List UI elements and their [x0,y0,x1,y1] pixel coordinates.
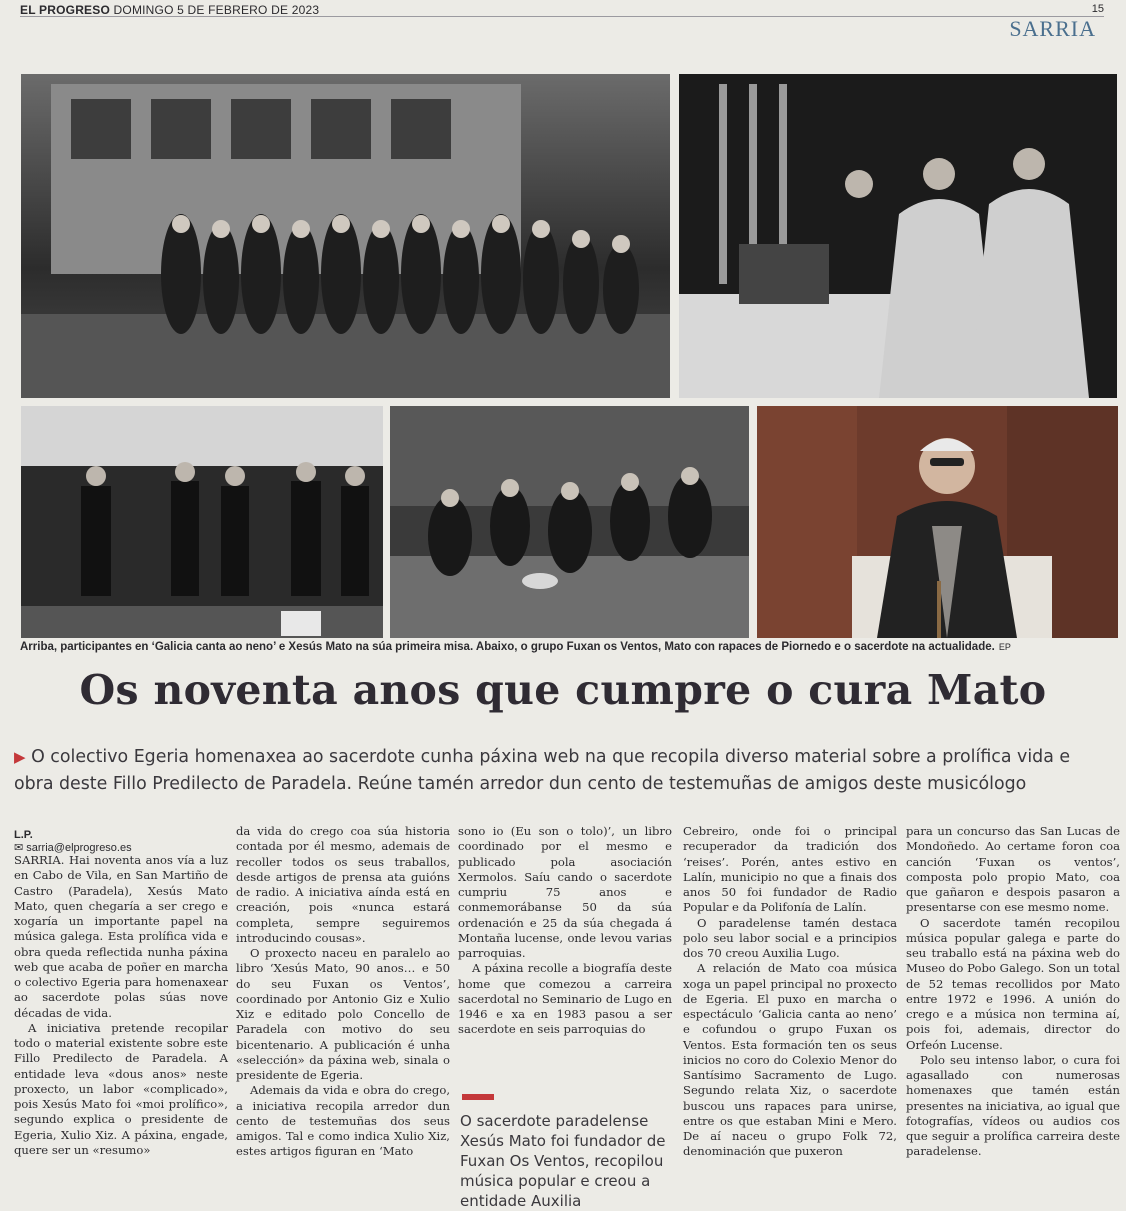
body-paragraph: A iniciativa pretende recopilar todo o material existente sobre este Fillo Predilecto de Paradela. A entidade leva «dous anos» neste proxecto, un labor «complicado», pois Xesús Mato foi «moi prolífico», segundo explica o presidente de Egeria, Xulio Xiz. A páxina, engade, quere ser un «resumo» [14,1020,228,1157]
pullquote: O sacerdote paradelense Xesús Mato foi fundador de Fuxan Os Ventos, recopilou música popular e creou a entidade Auxilia [460,1112,666,1210]
body-column-4 [683,824,897,1160]
priest-portrait-icon [757,406,1118,638]
photo-band-stage [21,406,383,638]
envelope-icon: ✉ [14,842,24,854]
first-mass-icon [679,74,1117,398]
body-column-1 [14,853,228,1158]
section-title: SARRIA [1009,16,1096,41]
group-by-bus-icon [21,74,670,398]
photo-first-mass [679,74,1117,398]
body-paragraph: sono io (Eu son o tolo)’, un libro coordinado por el mesmo e publicado pola asociación Xermolos. Saíu cando o sacerdote cumpriu 75 anos e conmemorábanse 50 da súa ordenación e 25 da súa chegada á Montaña lucense, onde levou varias parroquias. [458,824,672,960]
band-on-stage-icon [21,406,383,638]
body-paragraph: O proxecto naceu en paralelo ao libro ‘Xesús Mato, 90 anos… e 50 do seu Fuxan os Ventos’, coordinado por Antonio Giz e Xulio Xiz e editado polo Concello de Paradela con motivo do seu bicentenario. A publicación é unha «selección» da páxina web, sinala o presidente de Egeria. [236,946,450,1082]
pullquote-accent-bar [462,1094,494,1100]
photo-credit: EP [998,642,1011,652]
photo-caption [20,641,1096,653]
body-column-3 [458,824,672,1038]
outdoor-gathering-icon [390,406,749,638]
header-rule [20,16,1104,17]
body-paragraph: Cebreiro, onde foi o principal recuperador da tradición dos ‘reises’. Porén, antes estivo en Lalín, municipio no que a finais dos anos 50 foi fundador de Radio Popular e da Polifonía de Lalín. [683,824,897,915]
body-paragraph: Ademais da vida e obra do crego, a iniciativa recopila arredor dun cento de testemuñas dos seus amigos. Tal e como indica Xulio Xiz, estes artigos figuran en ‘Mato [236,1083,450,1159]
body-paragraph: para un concurso das San Lucas de Mondoñedo. Ao certame foron coa canción ‘Fuxan os ventos’, composta polo propio Mato, coa que gañaron e despois pasaron a presentarse con ese mesmo nome. [906,824,1120,915]
body-paragraph: O sacerdote tamén recopilou música popular galega e parte do seu traballo está na páxina web do Museo do Pobo Galego. Son un total de 52 temas recollidos por Mato entre 1972 e 1996. A unión do crego e a música non termina aí, pois foi, ademais, director do Orfeón Lucense. [906,915,1120,1052]
byline-email-text[interactable]: sarria@elprogreso.es [26,842,132,854]
issue-date: DOMINGO 5 DE FEBRERO DE 2023 [113,3,320,17]
body-paragraph: Polo seu intenso labor, o cura foi agasallado con numerosas homenaxes que tamén están presentes na iniciativa, ao igual que fotografías, vídeos ou audios cos que seguir a prolífica carreira deste paradelense. [906,1052,1120,1159]
body-paragraph: SARRIA. Hai noventa anos vía a luz en Cabo de Vila, en San Martiño de Castro (Paradela), Xesús Mato Mato, quen chegaría a ser crego e xogaría un importante papel na música galega. Esta prolífica vida e obra queda reflectida nunha páxina web que acaba de poñer en marcha o colectivo Egeria para homenaxear ao sacerdote polas súas nove décadas de vida. [14,853,228,1020]
body-column-5 [906,824,1120,1160]
arrow-icon: ▶ [14,748,26,766]
standfirst-text: O colectivo Egeria homenaxea ao sacerdote cunha páxina web na que recopila diverso material sobre a prolífica vida e obra deste Fillo Predilecto de Paradela. Reúne tamén arredor dun cento de testemuñas de amigos deste musicólogo [14,747,1071,794]
newspaper-name: EL PROGRESO [20,3,110,17]
caption-text: Arriba, participantes en ‘Galicia canta ao neno’ e Xesús Mato na súa primeira misa. Abaixo, o grupo Fuxan os Ventos, Mato con rapaces de Piornedo e o sacerdote na actualidade. [20,641,995,653]
headline: Os noventa anos que cumpre o cura Mato [79,666,1047,714]
body-paragraph: A relación de Mato coa música xoga un papel principal no proxecto de Egeria. El puxo en marcha o espectáculo ‘Galicia canta ao neno’ e cofundou o grupo Fuxan os Ventos. Esta formación ten os seus inicios no coro do Colexio Menor do Santísimo Sacramento de Lugo. Segundo relata Xiz, o sacerdote buscou uns rapaces para unirse, entre os que estaban Mini e Mero. De aí naceu o grupo Folk 72, denominación que puxeron [683,961,897,1159]
body-paragraph: O paradelense tamén destaca polo seu labor social e a principios dos 70 creou Auxilia Lugo. [683,915,897,960]
page-number: 15 [1091,3,1104,15]
body-paragraph: da vida do crego coa súa historia contada por él mesmo, ademais de recoller todos os seus traballos, desde artigos de prensa ata guións de radio. A iniciativa aínda está en creación, pois «nunca estará completa, sempre seguiremos introducindo cousas». [236,824,450,945]
byline-author: L.P. [14,829,33,841]
standfirst [14,744,1114,798]
body-paragraph: A páxina recolle a biografía deste home que comezou a carreira sacerdotal no Seminario de Lugo en 1946 e xa en 1983 pasou a ser sacerdote en seis parroquias do [458,961,672,1037]
body-column-2 [236,824,450,1160]
photo-priest-portrait [757,406,1118,638]
photo-outdoor-gathering [390,406,749,638]
photo-group-bus [21,74,670,398]
masthead [20,3,319,17]
